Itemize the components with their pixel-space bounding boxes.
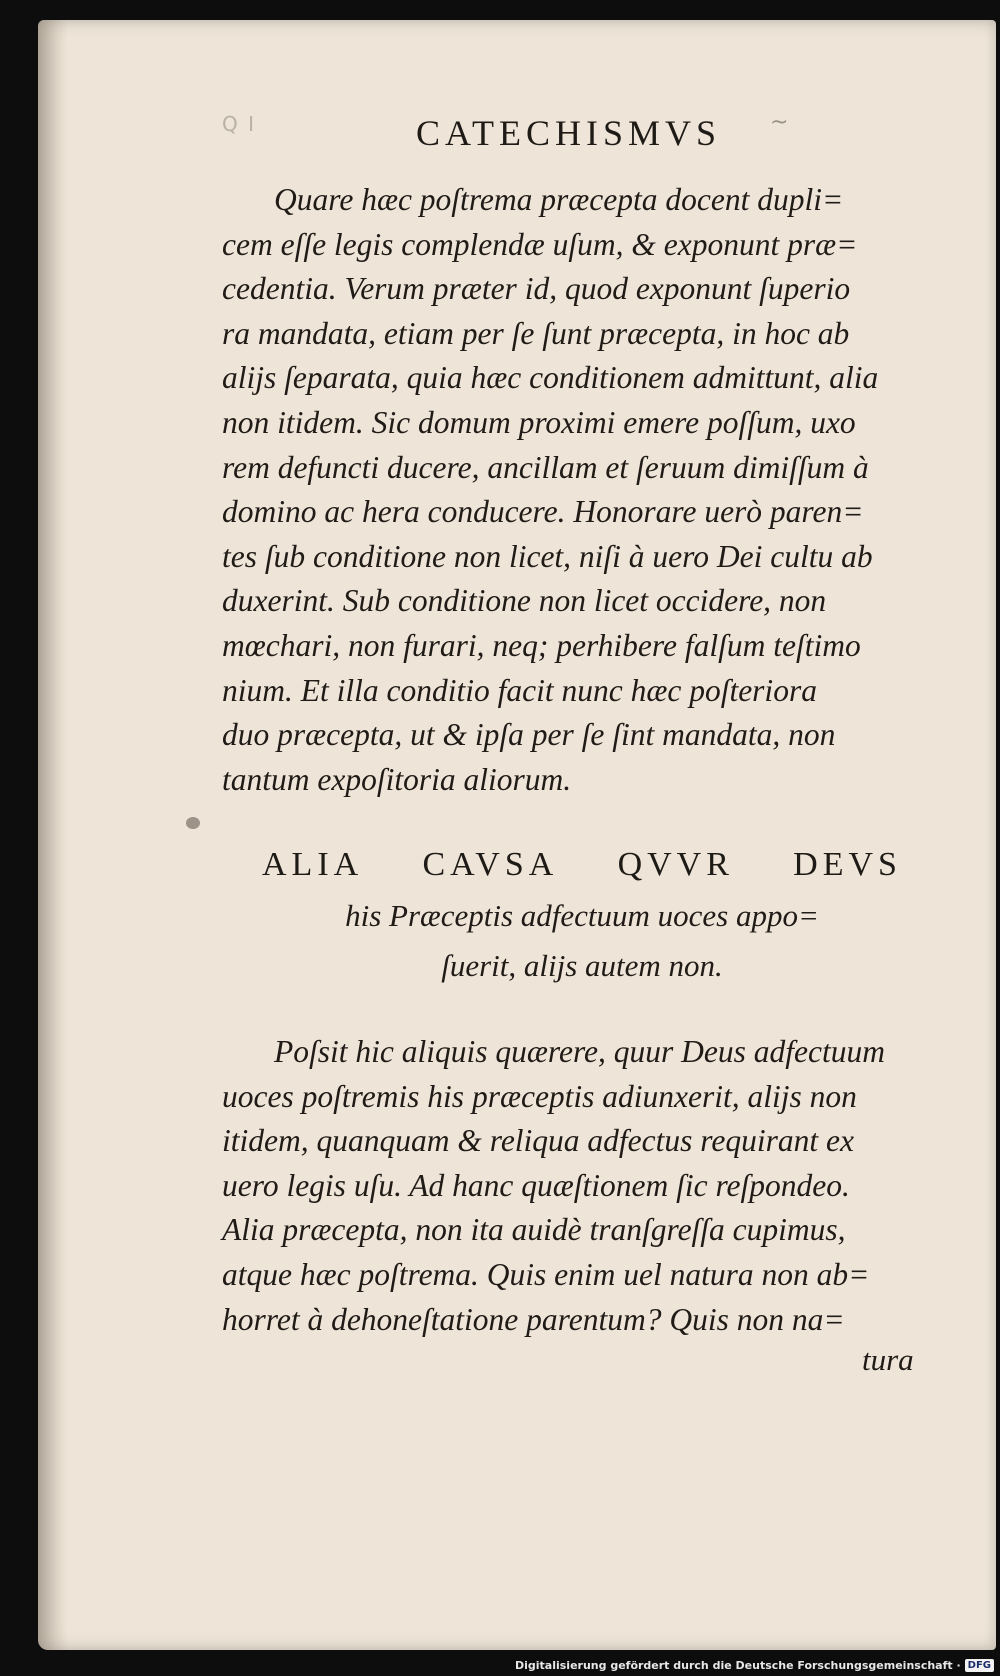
section-heading-line-3: ſuerit, alijs autem non. xyxy=(441,948,723,983)
running-title-mark: ~ xyxy=(770,110,789,135)
heading-word: ALIA xyxy=(262,846,364,883)
dfg-logo: DFG xyxy=(965,1659,994,1672)
section-heading-line-2: his Præceptis adfectuum uoces appo= xyxy=(345,898,819,933)
heading-word: QVVR xyxy=(617,846,734,883)
catchword: tura xyxy=(862,1342,914,1377)
text-line: duxerint. Sub conditione non licet occidere, non xyxy=(222,583,827,619)
text-line: horret à dehoneſtatione parentum? Quis non na= xyxy=(222,1301,845,1337)
text-line: non itidem. Sic domum proximi emere poſſum, uxo xyxy=(222,404,856,440)
text-line: tantum expoſitoria aliorum. xyxy=(222,761,572,797)
text-line: ra mandata, etiam per ſe ſunt præcepta, in hoc ab xyxy=(222,315,850,351)
page-corner-mark: Q I xyxy=(222,112,256,136)
text-line: itidem, quanquam & reliqua adfectus requirant ex xyxy=(222,1123,854,1159)
section-heading xyxy=(262,846,902,884)
ink-blot xyxy=(186,817,200,829)
text-line: Quare hæc poſtrema præcepta docent dupli= xyxy=(274,182,844,217)
paragraph-2 xyxy=(222,1030,942,1342)
text-line: uoces poſtremis his præceptis adiunxerit, alijs non xyxy=(222,1078,857,1114)
digitization-footer xyxy=(515,1659,994,1672)
text-line: cedentia. Verum præter id, quod exponunt ſuperio xyxy=(222,271,851,307)
text-line: cem eſſe legis complendæ uſum, & exponunt præ= xyxy=(222,226,858,262)
text-line: mœchari, non furari, neq; perhibere falſum teſtimo xyxy=(222,627,861,663)
heading-word: CAVSA xyxy=(422,846,559,883)
text-line: rem defuncti ducere, ancillam et ſeruum dimiſſum à xyxy=(222,449,869,485)
footer-credit-text: Digitalisierung gefördert durch die Deutsche Forschungsgemeinschaft · xyxy=(514,1659,961,1672)
text-line: atque hæc poſtrema. Quis enim uel natura non ab= xyxy=(222,1256,870,1292)
text-line: tes ſub conditione non licet, niſi à uero Dei cultu ab xyxy=(222,538,873,574)
text-line: alijs ſeparata, quia hæc conditionem admittunt, alia xyxy=(222,360,879,396)
text-line: Alia præcepta, non ita auidè tranſgreſſa cupimus, xyxy=(222,1212,846,1248)
text-line: nium. Et illa conditio facit nunc hæc poſteriora xyxy=(222,672,817,708)
text-line: uero legis uſu. Ad hanc quæſtionem ſic reſpondeo. xyxy=(222,1167,850,1203)
text-line: Poſsit hic aliquis quærere, quur Deus adfectuum xyxy=(274,1034,885,1069)
heading-word: DEVS xyxy=(793,846,902,883)
text-line: duo præcepta, ut & ipſa per ſe ſint mandata, non xyxy=(222,717,836,753)
text-line: domino ac hera conducere. Honorare uerò paren= xyxy=(222,494,864,530)
running-title: CATECHISMVS xyxy=(416,113,722,153)
paragraph-1 xyxy=(222,178,942,802)
